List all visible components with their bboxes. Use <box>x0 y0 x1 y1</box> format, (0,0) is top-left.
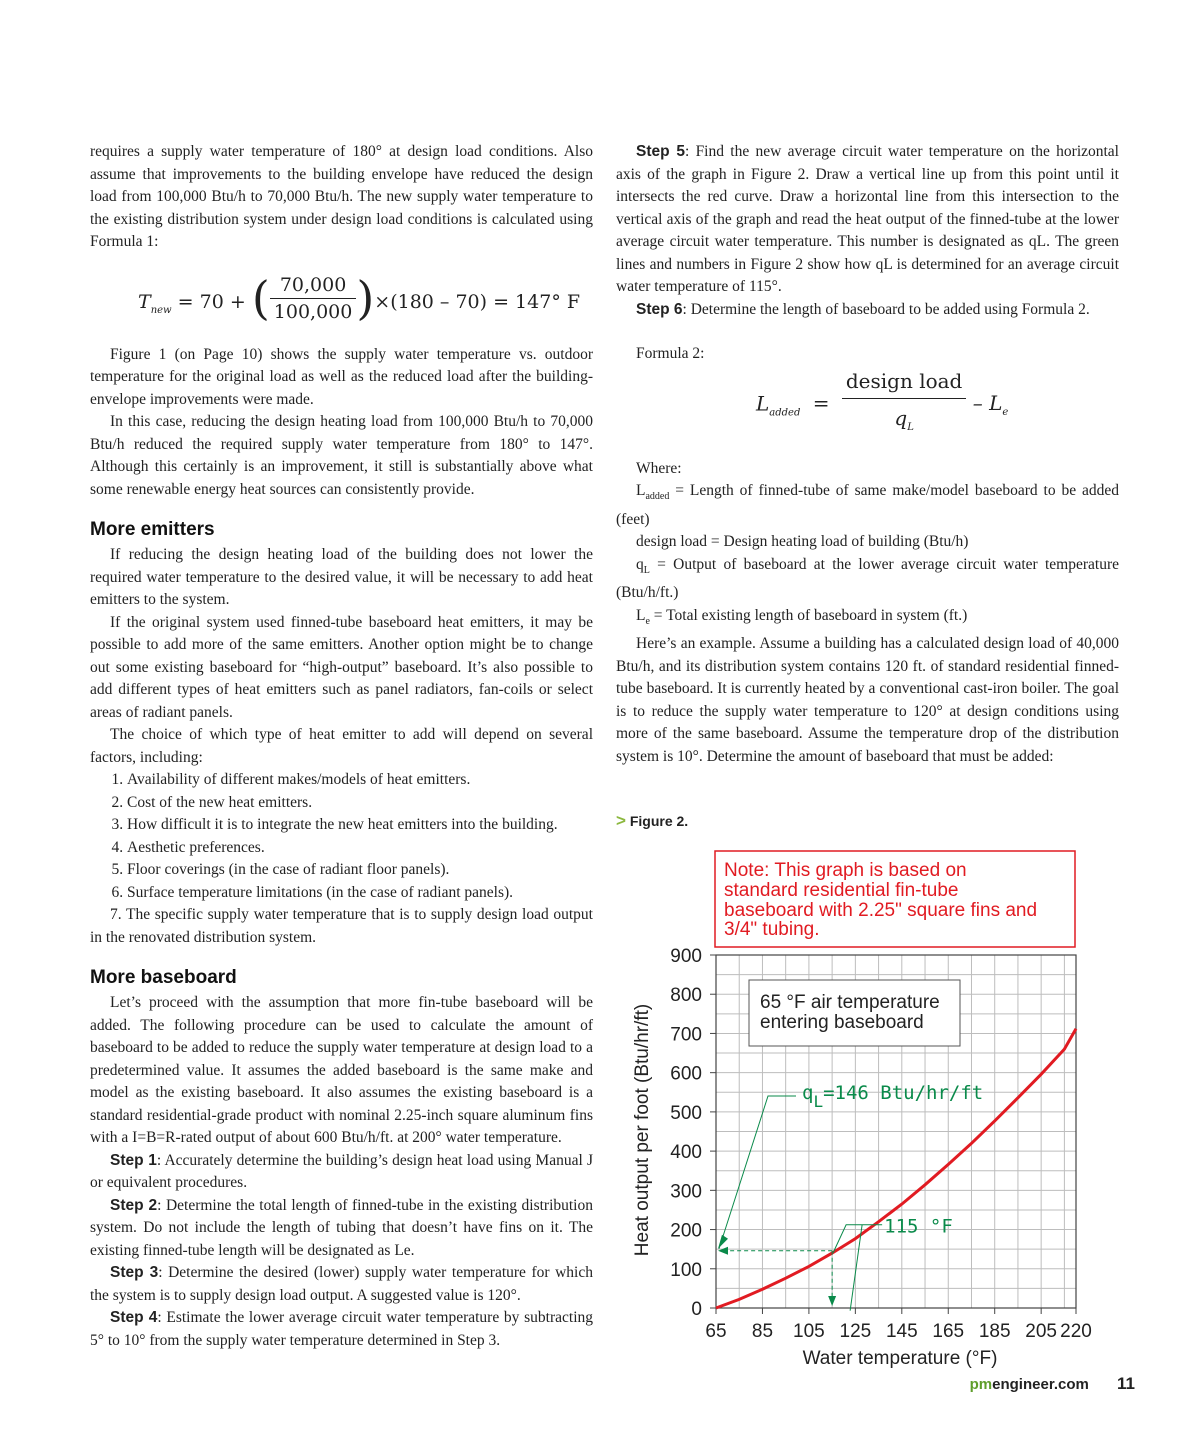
def1-text: = Length of finned-tube of same make/model baseboard to be added (feet) <box>616 482 1119 528</box>
def3-sub: L <box>643 564 650 576</box>
step-4-text: : Estimate the lower average circuit water temperature by subtracting 5° to 10° from the supply water temperature determined in Step 3. <box>90 1309 594 1349</box>
step-4 <box>90 1307 593 1352</box>
list-item: The specific supply water temperature that is to supply design load output in the renovated distribution system. <box>90 906 593 946</box>
figure-arrow-icon: > <box>616 811 626 831</box>
annotation-arrow-down <box>828 1296 836 1306</box>
step-3-label: Step 3 <box>110 1264 159 1281</box>
list-item: 5. Floor coverings (in the case of radiant floor panels). <box>127 859 593 882</box>
list-item: 2. Cost of the new heat emitters. <box>127 792 593 815</box>
list-item: 4. Aesthetic preferences. <box>127 837 593 860</box>
factor-7: 7. The specific supply water temperature that is to supply design load output in the renovated distribution system. <box>90 906 593 946</box>
x-tick-label: 85 <box>751 1321 774 1342</box>
air-temp-line-2: entering baseboard <box>760 1012 924 1033</box>
y-tick-label: 500 <box>670 1102 702 1124</box>
figure-title: Figure 2. <box>629 813 689 830</box>
figure-2-label <box>616 810 1119 833</box>
def4-symbol: L <box>636 606 646 624</box>
formula2-denominator: q <box>894 406 908 430</box>
chart-annotations <box>718 1082 983 1311</box>
step-6-text: : Determine the length of baseboard to be added using Formula 2. <box>682 300 1090 318</box>
figure-2-chart <box>620 848 1120 1378</box>
formula-1: $T_{new} = 70$ + ( $\frac{70,000}{100,000}$ )×(180 – 70) = 147° F <box>138 271 581 326</box>
step-5-text: : Find the new average circuit water temperature on the horizontal axis of the graph in Figure 2. Draw a vertical line up from this point until it intersects the red curve. Draw a horizontal line from this intersection to the vertical axis of the graph and read the heat output of the finned-tube at the lower average circuit water temperature. This number is designated as qL. The green lines and numbers in Figure 2 show how qL is determined for an average circuit water temperature of 115°. <box>616 143 1119 295</box>
formula2-lhs: L <box>756 391 770 415</box>
formula1-numerator: 70,000 <box>279 273 347 296</box>
case-paragraph: In this case, reducing the design heating load from 100,000 Btu/h to 70,000 Btu/h reduced the required supply water temperature from 180° to 147°. Although this certainly is an improvement, it still is substantially above what some renewable energy heat sources can consistently provide. <box>90 413 593 498</box>
chart-series <box>716 1029 1076 1308</box>
step-6-label: Step 6 <box>636 300 683 318</box>
note-line-1: Note: This graph is based on <box>724 860 967 881</box>
x-tick-label: 165 <box>932 1321 965 1342</box>
factors-list <box>90 769 593 904</box>
step-3-text: : Determine the desired (lower) supply water temperature for which the system is to supply design load output. A suggested value is 120°. <box>90 1264 593 1304</box>
y-tick-label: 400 <box>670 1142 702 1164</box>
y-tick-label: 800 <box>670 985 702 1007</box>
figure1-paragraph: Figure 1 (on Page 10) shows the supply water temperature vs. outdoor temperature for the original load as well as the reduced load after the building-envelope improvements were made. <box>90 345 593 408</box>
formula2-rest-sub: e <box>1002 407 1009 418</box>
definition-design-load: design load = Design heating load of building (Btu/h) <box>636 533 969 551</box>
y-tick-label: 700 <box>670 1024 702 1046</box>
x-tick-label: 205 <box>1025 1321 1058 1342</box>
step-6 <box>616 299 1119 322</box>
y-tick-label: 0 <box>691 1299 702 1320</box>
y-tick-label: 300 <box>670 1181 702 1203</box>
step-1 <box>90 1150 593 1195</box>
heading-more-baseboard: More baseboard <box>90 967 237 988</box>
definition-le <box>616 605 1119 634</box>
formula1-lhs: T <box>138 290 151 313</box>
note-line-2: standard residential fin-tube <box>724 880 959 901</box>
formula1-rest: ×(180 – 70) = 147° F <box>374 290 581 313</box>
annotation-x-label: 115 °F <box>884 1215 953 1238</box>
def1-symbol: L <box>636 482 646 499</box>
page-number: 11 <box>1117 1374 1135 1393</box>
formula1-denominator: 100,000 <box>270 298 357 324</box>
formula2-numerator: design load <box>845 368 963 393</box>
baseboard-paragraph-1: Let’s proceed with the assumption that more fin-tube baseboard will be added. The following procedure can be used to calculate the amount of baseboard to be added to reduce the supply water temperature at design load to a predetermined value. It assumes the added baseboard is the same make and model as the existing baseboard. It also assumes the existing baseboard is a standard residential-grade product with nominal 2.25-inch square aluminum fins with a I=B=R-rated output of about 600 Btu/h/ft. at 200° water temperature. <box>90 994 593 1146</box>
annotation-q-label: $q_L=146$ Btu/hr/ft <box>802 1082 984 1111</box>
x-tick-label: 105 <box>793 1321 825 1342</box>
step-3 <box>90 1262 593 1307</box>
emitters-paragraph-2: If the original system used finned-tube baseboard heat emitters, it may be possible to add more of the same emitters. Another option might be to change out some existing baseboard for “high-output” baseboard. It’s also possible to add different types of heat emitters such as panel radiators, fan-coils or select areas of radiant panels. <box>90 613 593 721</box>
x-tick-label: 65 <box>705 1321 727 1342</box>
definition-added <box>616 480 1119 531</box>
y-tick-label: 100 <box>670 1259 702 1281</box>
heading-more-emitters: More emitters <box>90 519 215 540</box>
right-column <box>616 141 1119 833</box>
y-tick-label: 600 <box>670 1063 702 1085</box>
def4-text: = Total existing length of baseboard in system (ft.) <box>649 606 968 624</box>
example-paragraph: Here’s an example. Assume a building has a calculated design load of 40,000 Btu/h, and its distribution system contains 120 ft. of standard residential finned-tube baseboard. It is currently heated by a conventional cast-iron boiler. The goal is to reduce the supply water temperature to 120° at design conditions using more of the same baseboard. Assume the temperature drop of the distribution system is 10°. Determine the amount of baseboard that must be added: <box>616 635 1119 765</box>
q-callout-arrow <box>718 1235 728 1249</box>
formula1-lhs-sub: new <box>150 304 172 316</box>
formula2-eq: = <box>812 391 830 415</box>
x-tick-label: 145 <box>885 1321 918 1342</box>
def3-symbol: q <box>636 555 644 573</box>
air-temp-line-1: 65 °F air temperature <box>760 992 940 1013</box>
brand-prefix: pm <box>969 1376 993 1393</box>
left-column <box>90 141 593 1352</box>
step-5 <box>616 141 1119 299</box>
step-1-text: : Accurately determine the building’s design heat load using Manual J or equivalent procedures. <box>90 1151 593 1191</box>
formula2-lhs-sub: added <box>769 407 801 418</box>
page-footer <box>970 1374 1135 1394</box>
def4-sub: e <box>645 615 650 627</box>
definition-ql <box>616 554 1119 605</box>
intro-paragraph: requires a supply water temperature of 180° at design load conditions. Also assume that improvements to the building envelope have reduced the design load from 100,000 Btu/h to 70,000 Btu/h. The new supply water temperature to the existing distribution system under design load conditions is calculated using Formula 1: <box>90 143 593 250</box>
brand-rest: engineer.com <box>992 1376 1089 1393</box>
def1-sub: added <box>645 491 670 503</box>
note-line-4: 3/4" tubing. <box>724 919 820 940</box>
formula-2 <box>756 366 1119 454</box>
step-5-label: Step 5 <box>636 143 685 160</box>
step-1-label: Step 1 <box>110 1151 157 1169</box>
footer-brand[interactable] <box>970 1376 1089 1393</box>
q-callout-line <box>719 1096 796 1249</box>
y-axis-label: Heat output per foot (Btu/hr/ft) <box>632 1003 653 1257</box>
emitters-paragraph-1: If reducing the design heating load of the building does not lower the required water temperature to the desired value, it will be necessary to add heat emitters to the system. <box>90 546 593 608</box>
x-tick-label: 220 <box>1060 1321 1092 1342</box>
emitters-paragraph-3: The choice of which type of heat emitter to add will depend on several factors, including: <box>90 726 593 766</box>
series-line <box>716 1029 1076 1308</box>
step-2-label: Step 2 <box>110 1196 158 1214</box>
list-item: 1. Availability of different makes/models of heat emitters. <box>127 769 593 792</box>
step-2 <box>90 1195 593 1263</box>
formula2-label: Formula 2: <box>636 345 705 362</box>
formula2-den-sub: L <box>907 422 914 433</box>
y-tick-label: 200 <box>670 1220 702 1242</box>
x-tick-label: 125 <box>839 1321 872 1342</box>
list-item: 3. How difficult it is to integrate the new heat emitters into the building. <box>127 814 593 837</box>
def3-text: = Output of baseboard at the lower average circuit water temperature (Btu/h/ft.) <box>616 555 1119 602</box>
formula2-rest: – L <box>972 391 1003 415</box>
x-tick-label: 185 <box>978 1321 1011 1342</box>
y-tick-label: 900 <box>670 946 702 967</box>
x-axis-label: Water temperature (°F) <box>802 1348 998 1369</box>
where-label: Where: <box>636 459 682 477</box>
list-item: 6. Surface temperature limitations (in the case of radiant panels). <box>127 882 593 905</box>
note-line-3: baseboard with 2.25" square fins and <box>724 900 1038 921</box>
step-4-label: Step 4 <box>110 1309 158 1326</box>
formula1-eq-start: = 70 + <box>177 290 246 313</box>
step-2-text: : Determine the total length of finned-tube in the existing distribution system. Do not include the length of tubing that doesn’t have fins on it. The existing finned-tube length will be designated as Le. <box>90 1196 593 1259</box>
